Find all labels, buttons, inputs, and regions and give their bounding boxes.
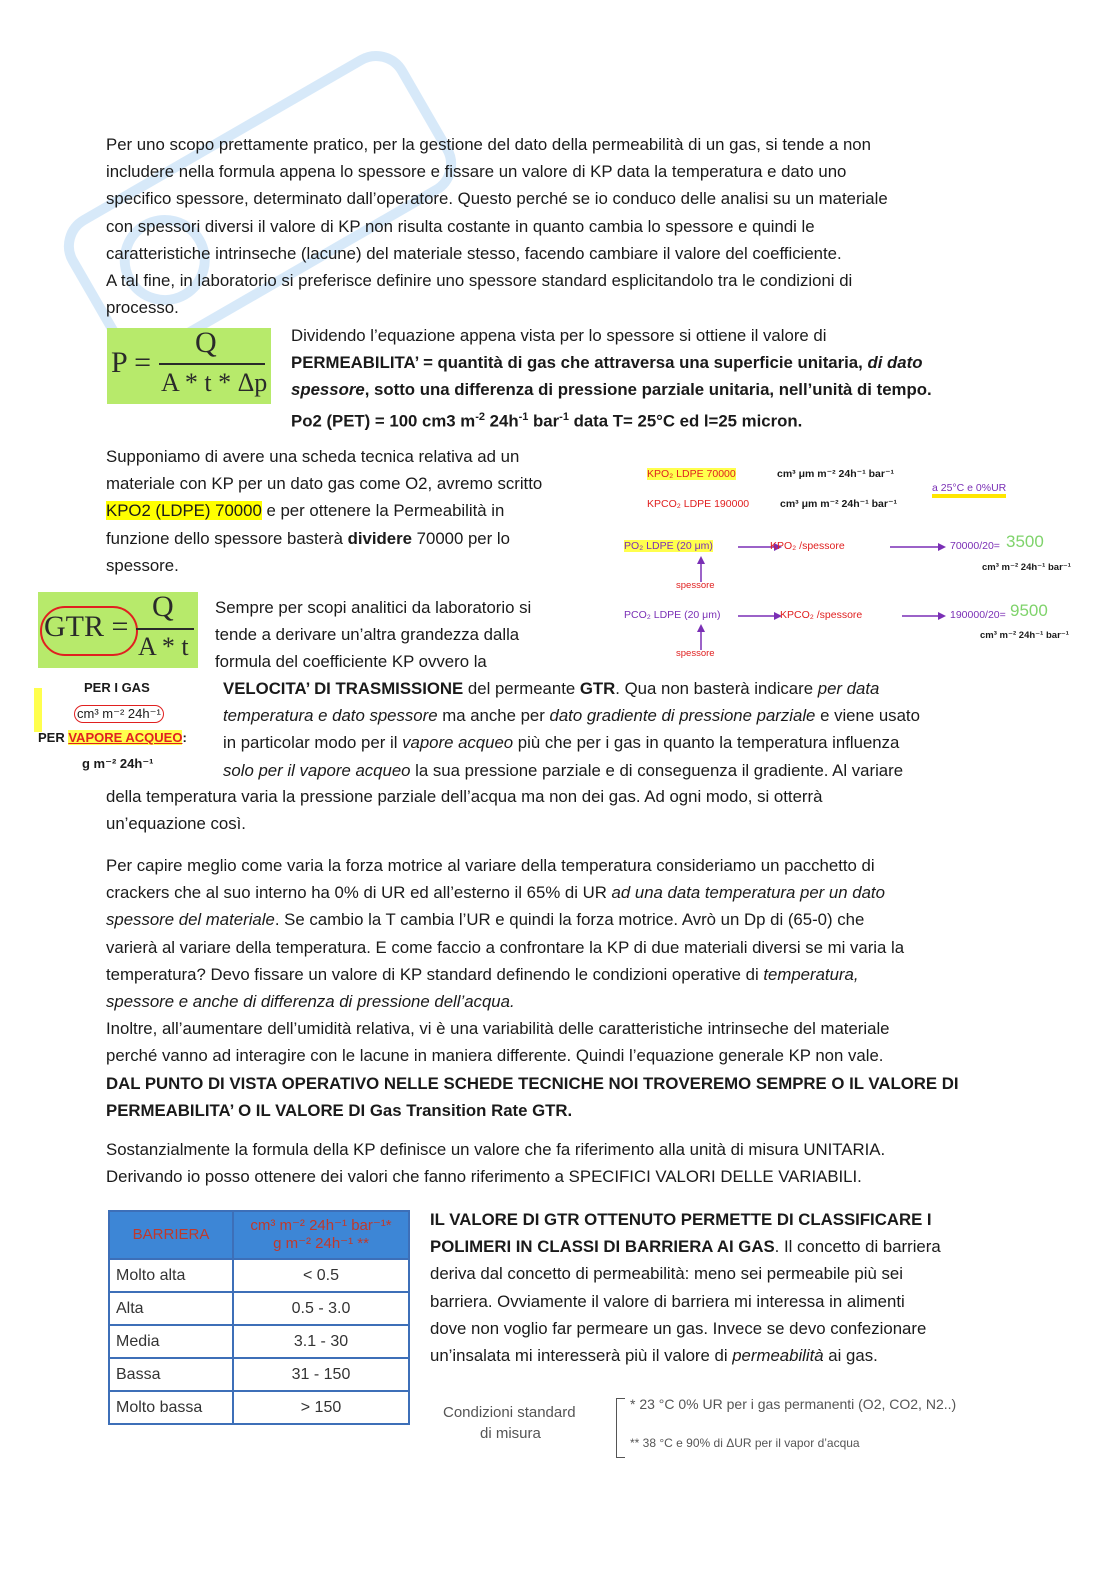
barrier-range: > 150 — [233, 1391, 409, 1424]
para1-line: caratteristiche intrinseche (lacune) del materiale stesso, facendo cambiare il valore del coefficiente. — [106, 243, 842, 263]
standard-conditions — [440, 1390, 1020, 1460]
gtr-line7-italic: solo per il vapore acqueo — [223, 760, 411, 780]
p3-line7: Inoltre, all’aumentare dell’umidità relativa, vi è una variabilità delle caratteristiche intrinseche del materiale — [106, 1019, 890, 1039]
perm-intro: Dividendo l’equazione appena vista per lo spessore si ottiene il valore di — [291, 326, 827, 345]
kpo2-highlight: KPO2 (LDPE) 70000 — [106, 501, 262, 521]
vapor-row — [38, 730, 187, 745]
barrier-range: 31 - 150 — [233, 1358, 409, 1391]
po2-b: 24h — [485, 411, 519, 431]
para1-line: specifico spessore, determinato dall’operatore. Questo perché se io conduco delle analisi su un materiale — [106, 189, 888, 209]
arrow-up-icon — [696, 556, 706, 582]
std-condition-gas: * 23 °C 0% UR per i gas permanenti (O2, CO2, N2..) — [630, 1396, 957, 1412]
vapor-colon: : — [182, 730, 187, 745]
barrier-line3: deriva dal concetto di permeabilità: meno sei permeabile più sei — [430, 1264, 903, 1284]
permeability-definition — [291, 322, 1011, 434]
kp-line4a: funzione dello spessore basterà — [106, 528, 348, 548]
fraction-line — [136, 628, 194, 630]
p4-line1: Sostanzialmente la formula della KP definisce un valore che fa riferimento alla unità di misura UNITARIA. — [106, 1140, 886, 1159]
diagram-kpo2: KPO₂ LDPE 70000 — [647, 468, 736, 480]
gtr-line4 — [223, 675, 1013, 702]
vapor-prefix: PER — [38, 730, 69, 745]
arrow-icon — [738, 611, 782, 621]
p3-line6 — [106, 988, 1006, 1015]
gtr-line5-italic: temperatura e dato spessore — [223, 706, 438, 726]
table-row — [109, 1292, 409, 1325]
driving-force-paragraph — [106, 852, 1006, 1124]
barrier-line5: dove non voglio far permeare un gas. Invece se devo confezionare — [430, 1318, 927, 1338]
p3-line2a: crackers che al suo interno ha 0% di UR ed all’esterno il 65% di UR — [106, 883, 612, 903]
kp-line4c: 70000 per lo — [411, 528, 510, 548]
gtr-velocita: VELOCITA’ DI TRASMISSIONE — [223, 679, 464, 698]
fraction-line — [159, 363, 265, 365]
gtr-line1: Sempre per scopi analitici da laboratorio si — [215, 598, 532, 617]
gtr-line5-italic2: dato gradiente di pressione parziale — [549, 706, 816, 726]
barrier-line6a: un’insalata mi interesserà più il valore di — [430, 1346, 733, 1366]
gtr-line4-italic: per data — [817, 679, 880, 698]
table-row — [109, 1259, 409, 1292]
unit-paragraph — [106, 1136, 1006, 1190]
perm-bold1: PERMEABILITA’ = quantità di gas che attraversa una superficie unitaria, — [291, 353, 863, 373]
formula-gtr-lhs: GTR = — [44, 610, 129, 643]
barrier-line2b: . Il concetto di barriera — [774, 1237, 941, 1257]
std-condition-vapor: ** 38 °C e 90% di ΔUR per il vapor d’acqua — [630, 1436, 860, 1450]
p3-line2 — [106, 879, 1006, 906]
para1-line: A tal fine, in laboratorio si preferisce definire uno spessore standard esplicitandolo tra le condizioni di — [106, 271, 853, 291]
diagram-kpo2-spessore: KPO₂ /spessore — [770, 540, 845, 552]
gtr-line5 — [223, 702, 1013, 729]
barrier-range: < 0.5 — [233, 1259, 409, 1292]
gas-label: PER I GAS — [84, 680, 150, 695]
p3-line3b: . Se cambio la T cambia l’UR e quindi la forza motrice. Avrò un Dp di (65-0) che — [274, 910, 865, 930]
po2-c: bar — [528, 411, 560, 431]
p3-line9: DAL PUNTO DI VISTA OPERATIVO NELLE SCHEDE TECNICHE NOI TROVEREMO SEMPRE O IL VALORE DI — [106, 1073, 959, 1093]
diagram-spessore2: spessore — [676, 648, 715, 659]
kp-line3 — [106, 497, 606, 524]
barrier-range: 0.5 - 3.0 — [233, 1292, 409, 1325]
gtr-line4b: del permeante — [463, 679, 580, 698]
header-unit-vapor: g m⁻² 24h⁻¹ ** — [273, 1235, 369, 1252]
barrier-table — [108, 1210, 410, 1425]
formula-p-numerator: Q — [195, 326, 217, 359]
barrier-range: 3.1 - 30 — [233, 1325, 409, 1358]
barrier-class: Media — [109, 1325, 233, 1358]
header-barriera: BARRIERA — [109, 1211, 233, 1259]
highlight-mark — [34, 688, 42, 732]
bracket — [616, 1398, 625, 1458]
perm-italic1: di dato — [867, 353, 923, 373]
diagram-unit2: cm³ μm m⁻² 24h⁻¹ bar⁻¹ — [780, 498, 897, 510]
para1-line: Per uno scopo prettamente pratico, per la gestione del dato della permeabilità di un gas, si tende a non — [106, 135, 871, 154]
barrier-line2 — [430, 1233, 1010, 1260]
perm-italic2: spessore — [291, 380, 365, 400]
barrier-line6-italic: permeabilità — [732, 1346, 824, 1366]
p4-line2: Derivando io posso ottenere dei valori che fanno riferimento a SPECIFICI VALORI DELLE VARIABILI. — [106, 1167, 862, 1187]
po2-sup3: -1 — [559, 410, 569, 423]
kp-line1: Supponiamo di avere una scheda tecnica relativa ad un — [106, 447, 520, 466]
gtr-line5b: ma anche per — [437, 706, 550, 726]
gtr-line5c: e viene usato — [815, 706, 920, 726]
table-row — [109, 1325, 409, 1358]
kp-line2: materiale con KP per un dato gas come O2, avremo scritto — [106, 474, 543, 494]
gas-unit: cm³ m⁻² 24h⁻¹ — [74, 705, 164, 723]
po2-example — [291, 404, 1011, 435]
p3-line8: perché vanno ad interagire con le lacune in maniera differente. Quindi l’equazione generale KP non vale. — [106, 1046, 884, 1066]
formula-p-lhs: P = — [111, 346, 151, 379]
table-row — [109, 1358, 409, 1391]
std-label2: di misura — [480, 1425, 541, 1442]
diagram-kpco2: KPCO₂ LDPE 190000 — [647, 498, 750, 510]
gtr-line7b: la sua pressione parziale e di conseguenza il gradiente. Al variare — [410, 760, 904, 780]
p3-line5 — [106, 961, 1006, 988]
gtr-line8: della temperatura varia la pressione parziale dell’acqua ma non dei gas. Ad ogni modo, si otterrà — [106, 787, 823, 806]
kp-example-paragraph — [106, 443, 606, 579]
diagram-condition: a 25°C e 0%UR — [932, 482, 1006, 498]
p3-line10: PERMEABILITA’ O IL VALORE DI Gas Transition Rate GTR. — [106, 1100, 573, 1120]
barrier-line2-bold: POLIMERI IN CLASSI DI BARRIERA AI GAS — [430, 1237, 775, 1257]
barrier-class: Alta — [109, 1292, 233, 1325]
barrier-class: Molto alta — [109, 1259, 233, 1292]
gtr-line6a: in particolar modo per il — [223, 733, 403, 753]
header-units — [233, 1211, 409, 1259]
barrier-line1: IL VALORE DI GTR OTTENUTO PERMETTE DI CLASSIFICARE I — [430, 1210, 932, 1229]
diagram-pco2: PCO₂ LDPE (20 μm) — [624, 609, 721, 621]
gtr-formula — [38, 592, 198, 668]
p3-line1: Per capire meglio come varia la forza motrice al variare della temperatura consideriamo un pacchetto di — [106, 856, 875, 875]
diagram-calc2: 190000/20= — [950, 609, 1006, 621]
vapor-unit: g m⁻² 24h⁻¹ — [82, 756, 154, 771]
gtr-line9: un’equazione così. — [106, 814, 246, 834]
arrow-icon — [890, 542, 946, 552]
kp-line5: spessore. — [106, 555, 179, 575]
gtr-units — [34, 678, 214, 778]
gtr-line6 — [223, 729, 1013, 756]
table-row — [109, 1391, 409, 1424]
permeability-formula — [107, 328, 271, 404]
kp-line3b: e per ottenere la Permeabilità in — [261, 501, 505, 521]
diagram-unit3: cm³ m⁻² 24h⁻¹ bar⁻¹ — [982, 562, 1071, 573]
p3-line2-italic: ad una data temperatura per un dato — [611, 883, 885, 903]
diagram-kpco2-spessore: KPCO₂ /spessore — [780, 609, 863, 621]
po2-sup2: -1 — [518, 410, 529, 423]
po2-d: data T= 25°C ed l=25 micron. — [568, 411, 803, 431]
arrow-up-icon — [696, 624, 706, 650]
p3-line4: varierà al variare della temperatura. E come faccio a confrontare la KP di due materiali diversi se mi varia la — [106, 937, 905, 957]
perm-definition-line2 — [291, 376, 1011, 403]
barrier-line4: barriera. Ovviamente il valore di barriera mi interessa in alimenti — [430, 1291, 905, 1311]
barrier-line6b: ai gas. — [823, 1346, 878, 1366]
barrier-class: Bassa — [109, 1358, 233, 1391]
po2-sup1: -2 — [475, 410, 485, 423]
formula-gtr-denominator: A * t — [138, 632, 189, 661]
p3-line3 — [106, 906, 1006, 933]
para1-line: con spessori diversi il valore di KP non risulta costante in quanto cambia lo spessore e quindi le — [106, 216, 815, 236]
diagram-calc1: 70000/20= — [950, 540, 1000, 552]
intro-paragraph — [106, 131, 1006, 321]
kp-line4 — [106, 525, 606, 552]
gtr-line3: formula del coefficiente KP ovvero la — [215, 652, 487, 672]
perm-bold2: , sotto una differenza di pressione parziale unitaria, nell’unità di tempo. — [364, 380, 932, 400]
gtr-acronym: GTR — [579, 679, 616, 698]
gtr-intro — [215, 594, 615, 676]
gtr-line2: tende a derivare un’altra grandezza dalla — [215, 625, 520, 645]
gtr-body — [223, 675, 1013, 784]
barrier-line6 — [430, 1342, 1010, 1369]
barrier-paragraph — [430, 1206, 1010, 1369]
permeability-diagram — [620, 460, 1090, 670]
std-label1: Condizioni standard — [443, 1404, 576, 1421]
gtr-line7 — [223, 757, 1013, 784]
table-header-row — [109, 1211, 409, 1259]
diagram-spessore1: spessore — [676, 580, 715, 591]
po2-a: Po2 (PET) = 100 cm3 m — [291, 411, 476, 431]
p3-line5-italic: temperatura, — [763, 964, 859, 984]
gtr-line6-italic: vapore acqueo — [402, 733, 514, 753]
diagram-unit1: cm³ μm m⁻² 24h⁻¹ bar⁻¹ — [777, 468, 894, 480]
diagram-unit4: cm³ m⁻² 24h⁻¹ bar⁻¹ — [980, 630, 1069, 641]
vapor-label: VAPORE ACQUEO — [68, 730, 183, 745]
arrow-icon — [902, 611, 946, 621]
gtr-line4c: . Qua non basterà indicare — [615, 679, 818, 698]
diagram-po2: PO₂ LDPE (20 μm) — [624, 540, 713, 552]
kp-divide: dividere — [347, 528, 412, 548]
p3-line3-italic: spessore del materiale — [106, 910, 275, 930]
gtr-tail — [106, 783, 1006, 837]
diagram-result1: 3500 — [1006, 532, 1044, 551]
p3-line5a: temperatura? Devo fissare un valore di KP standard definendo le condizioni operative di — [106, 964, 764, 984]
header-unit-gas: cm³ m⁻² 24h⁻¹ bar⁻¹* — [250, 1217, 392, 1234]
para1-line: processo. — [106, 298, 179, 318]
para1-line: includere nella formula appena lo spessore e fissare un valore di KP data la temperatura e dato uno — [106, 162, 847, 182]
barrier-class: Molto bassa — [109, 1391, 233, 1424]
formula-p-denominator: A * t * Δp — [161, 368, 268, 397]
p3-line6-italic: spessore e anche di differenza di pressione dell’acqua. — [106, 992, 515, 1012]
formula-gtr-numerator: Q — [152, 590, 174, 623]
perm-definition-line1 — [291, 349, 1011, 376]
gtr-line6b: più che per i gas in quanto la temperatura influenza — [513, 733, 900, 753]
diagram-result2: 9500 — [1010, 601, 1048, 620]
